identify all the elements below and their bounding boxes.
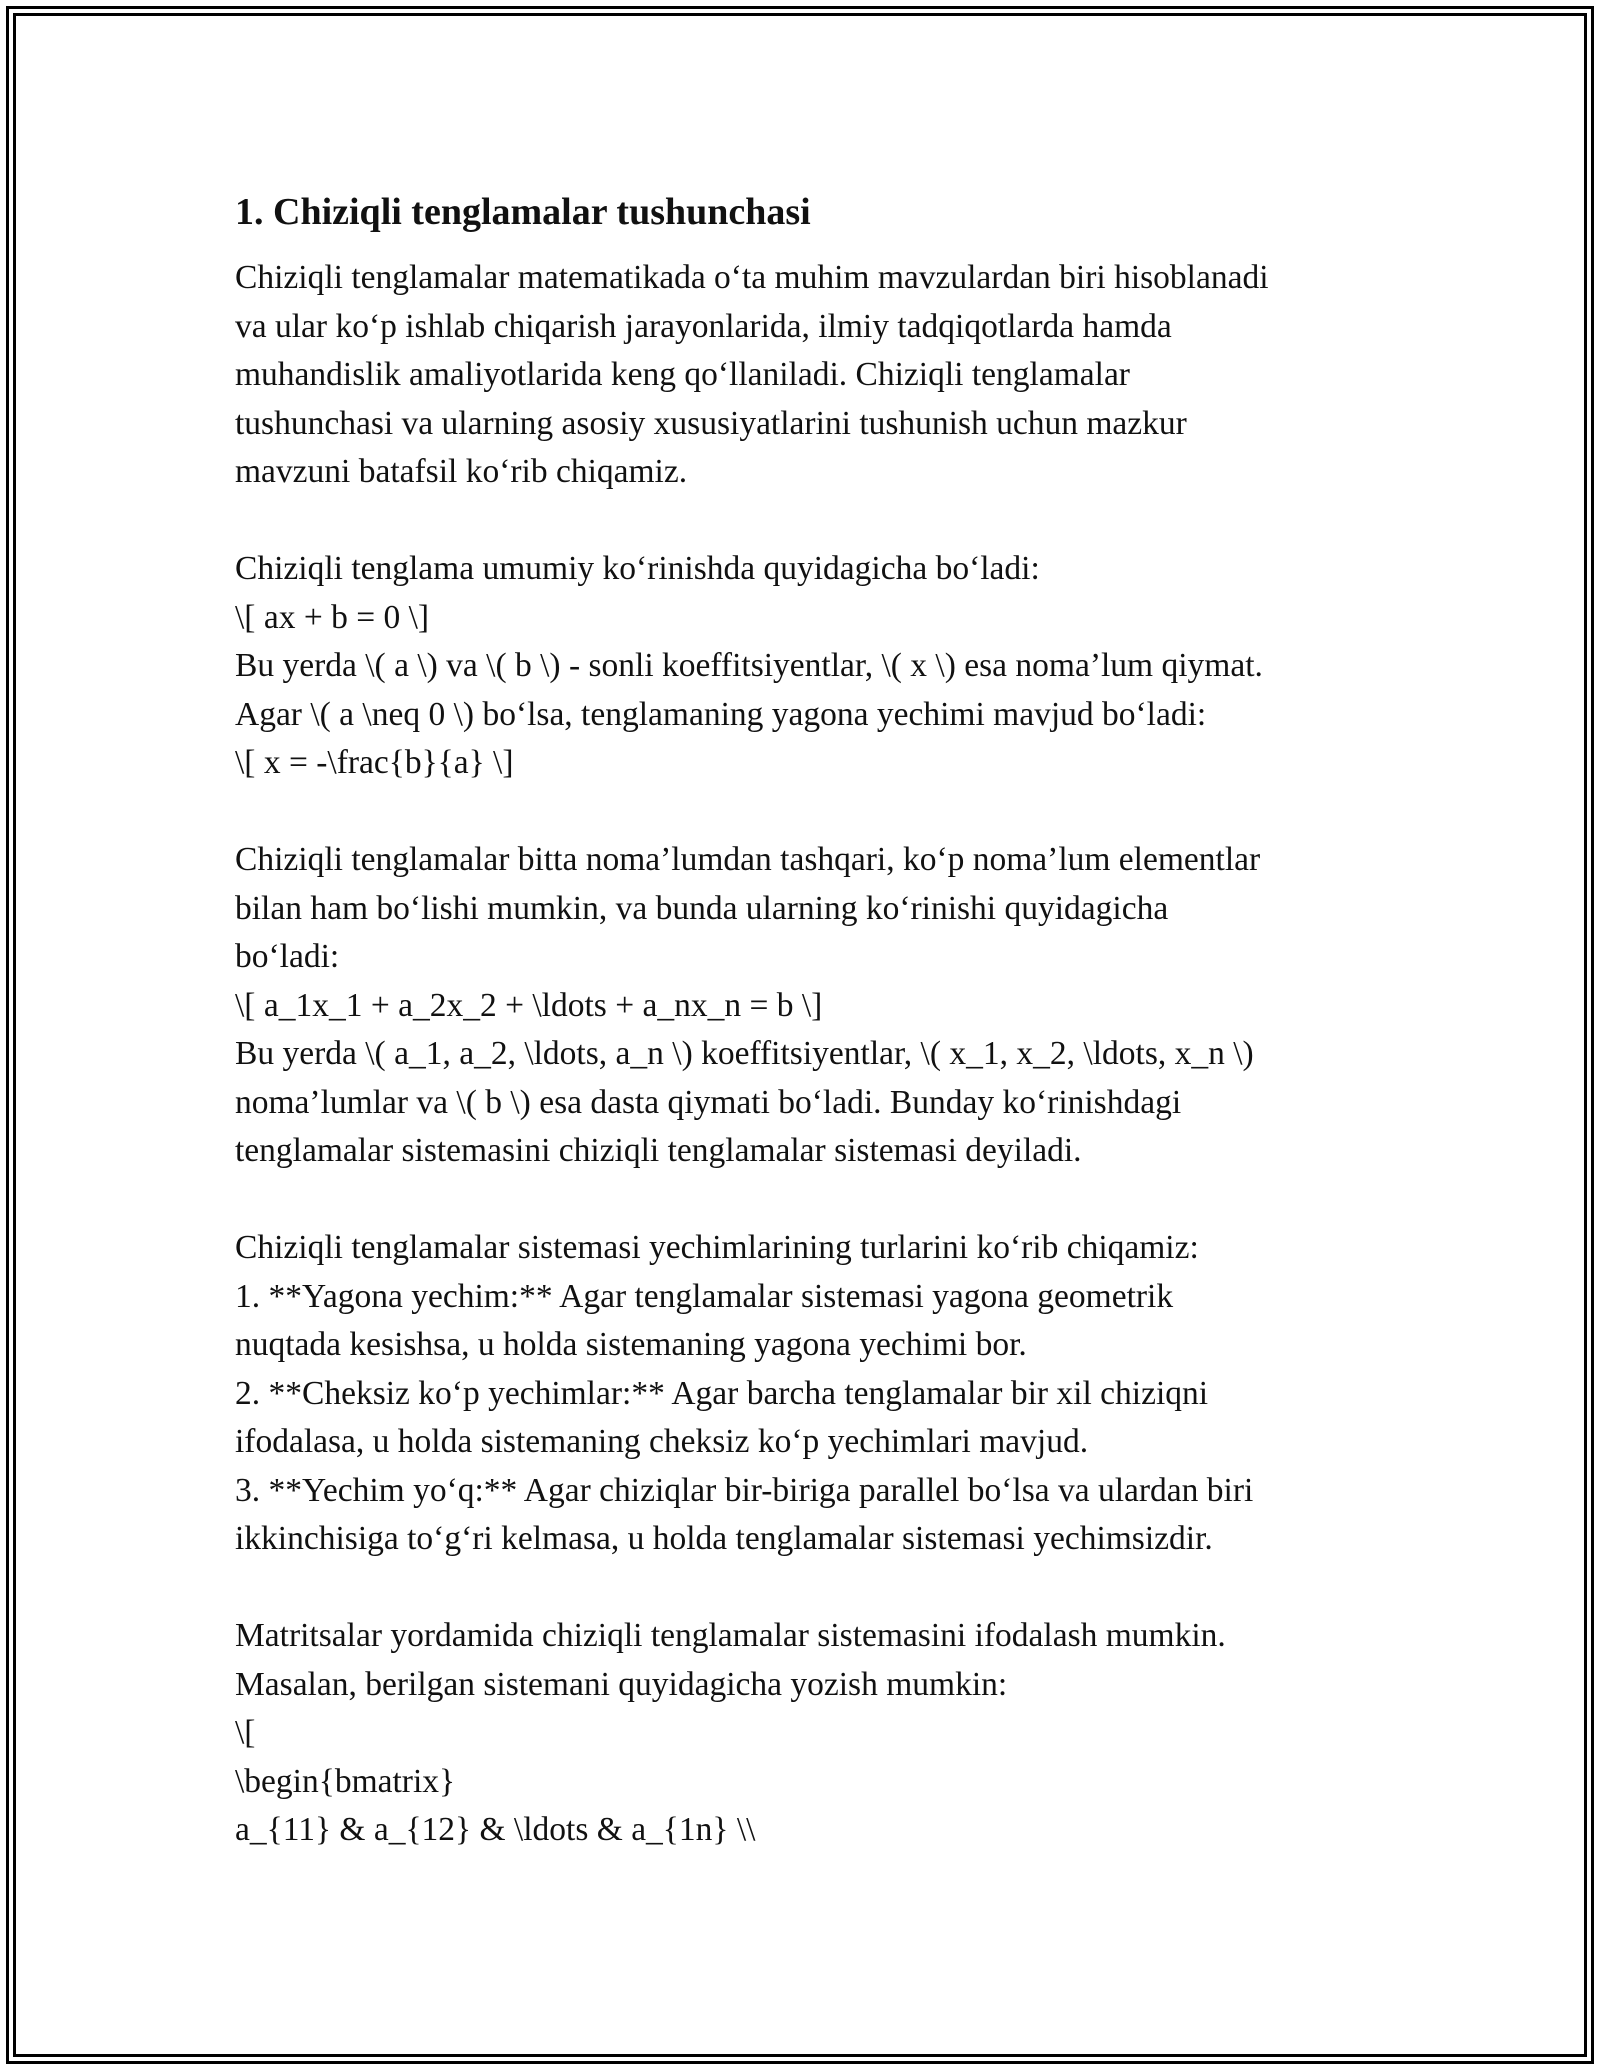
text-line: tenglamalar sistemasini chiziqli tenglamalar sistemasi deyiladi. [235, 1132, 1082, 1169]
formula-line: \begin{bmatrix} [235, 1762, 456, 1800]
paragraph-matrices [235, 1612, 1385, 1855]
text-line: tushunchasi va ularning asosiy xususiyatlarini tushunish uchun mazkur [235, 404, 1187, 442]
text-line: bo‘ladi: [235, 938, 340, 975]
paragraph-multivariable [235, 836, 1385, 1176]
section-heading: 1. Chiziqli tenglamalar tushunchasi [235, 191, 811, 233]
text-line: Chiziqli tenglama umumiy ko‘rinishda quyidagicha bo‘ladi: [235, 550, 1040, 587]
text-line: Chiziqli tenglamalar bitta noma’lumdan tashqari, ko‘p noma’lum elementlar [235, 841, 1261, 878]
text-line: Bu yerda \( a \) va \( b \) - sonli koeffitsiyentlar, \( x \) esa noma’lum qiymat. [235, 647, 1263, 684]
list-item-line: 1. **Yagona yechim:** Agar tenglamalar sistemasi yagona geometrik [235, 1277, 1174, 1315]
paragraph-general-form [235, 545, 1385, 788]
text-line: mavzuni batafsil ko‘rib chiqamiz. [235, 453, 688, 490]
formula-line: \[ [235, 1714, 256, 1751]
text-line: Chiziqli tenglamalar matematikada o‘ta muhim mavzulardan biri hisoblanadi [235, 259, 1269, 296]
formula-line: a_{11} & a_{12} & \ldots & a_{1n} \\ [235, 1811, 756, 1848]
formula-line: \[ x = -\frac{b}{a} \] [235, 744, 514, 781]
text-line: bilan ham bo‘lishi mumkin, va bunda ularning ko‘rinishi quyidagicha [235, 889, 1169, 927]
text-line: Matritsalar yordamida chiziqli tenglamalar sistemasini ifodalash mumkin. [235, 1617, 1226, 1654]
formula-line: \[ ax + b = 0 \] [235, 598, 430, 636]
list-item-line: 3. **Yechim yo‘q:** Agar chiziqlar bir-biriga parallel bo‘lsa va ulardan biri [235, 1471, 1254, 1509]
text-line: Chiziqli tenglamalar sistemasi yechimlarining turlarini ko‘rib chiqamiz: [235, 1229, 1199, 1266]
formula-line: \[ a_1x_1 + a_2x_2 + \ldots + a_nx_n = b \] [235, 986, 823, 1024]
paragraph-solution-types [235, 1224, 1385, 1564]
text-line: noma’lumlar va \( b \) esa dasta qiymati bo‘ladi. Bunday ko‘rinishdagi [235, 1083, 1182, 1121]
document-body [235, 186, 1385, 1903]
list-item-line: nuqtada kesishsa, u holda sistemaning yagona yechimi bor. [235, 1326, 1027, 1363]
text-line: va ular ko‘p ishlab chiqarish jarayonlarida, ilmiy tadqiqotlarda hamda [235, 307, 1172, 345]
text-line: Bu yerda \( a_1, a_2, \ldots, a_n \) koeffitsiyentlar, \( x_1, x_2, \ldots, x_n \) [235, 1035, 1254, 1072]
list-item-line: ifodalasa, u holda sistemaning cheksiz ko‘p yechimlari mavjud. [235, 1423, 1089, 1460]
paragraph-intro [235, 254, 1385, 497]
list-item-line: ikkinchisiga to‘g‘ri kelmasa, u holda tenglamalar sistemasi yechimsizdir. [235, 1520, 1213, 1557]
text-line: muhandislik amaliyotlarida keng qo‘llaniladi. Chiziqli tenglamalar [235, 356, 1130, 393]
list-item-line: 2. **Cheksiz ko‘p yechimlar:** Agar barcha tenglamalar bir xil chiziqni [235, 1374, 1209, 1412]
text-line: Masalan, berilgan sistemani quyidagicha yozish mumkin: [235, 1665, 1008, 1703]
text-line: Agar \( a \neq 0 \) bo‘lsa, tenglamaning yagona yechimi mavjud bo‘ladi: [235, 695, 1207, 733]
